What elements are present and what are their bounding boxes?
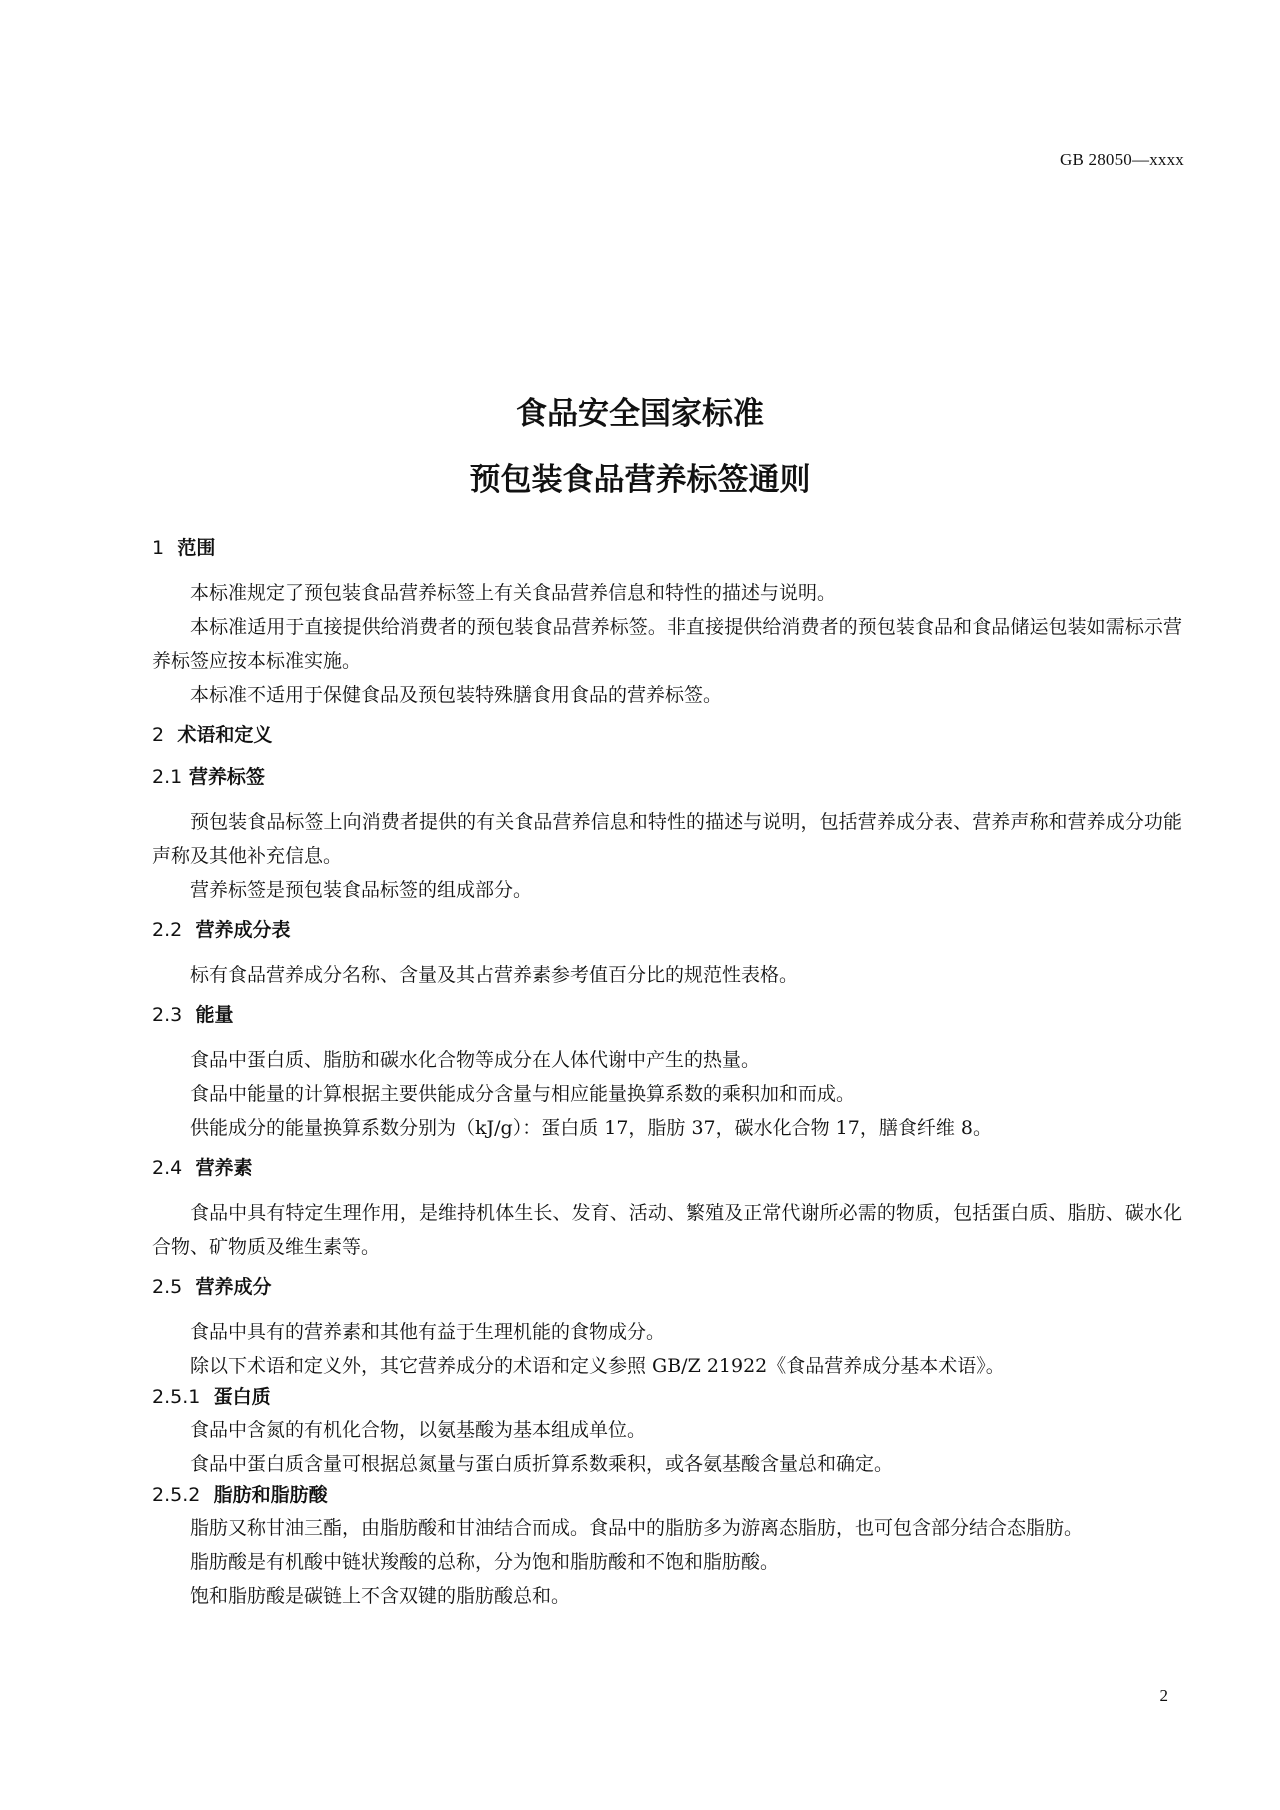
paragraph: 本标准不适用于保健食品及预包装特殊膳食用食品的营养标签。 bbox=[190, 684, 723, 706]
main-title: 食品安全国家标准 bbox=[516, 396, 764, 432]
section-title: 术语和定义 bbox=[177, 724, 273, 746]
section-title: 能量 bbox=[195, 1004, 234, 1026]
section-title: 范围 bbox=[177, 537, 216, 559]
section-scope bbox=[152, 534, 1182, 712]
document-titles bbox=[0, 395, 1280, 527]
section-heading bbox=[152, 1383, 1182, 1411]
section-heading bbox=[152, 763, 1182, 791]
section-heading bbox=[152, 1001, 1182, 1029]
section-title: 蛋白质 bbox=[213, 1386, 271, 1408]
section-heading bbox=[152, 534, 1182, 562]
paragraph: 脂肪又称甘油三酯，由脂肪酸和甘油结合而成。食品中的脂肪多为游离态脂肪，也可包含部分结合态脂肪。 bbox=[190, 1517, 1084, 1539]
paragraph: 预包装食品标签上向消费者提供的有关食品营养信息和特性的描述与说明，包括营养成分表、营养声称和营养成分功能声称及其他补充信息。 bbox=[152, 811, 1182, 867]
paragraph: 食品中具有的营养素和其他有益于生理机能的食物成分。 bbox=[190, 1321, 666, 1343]
paragraph: 本标准适用于直接提供给消费者的预包装食品营养标签。非直接提供给消费者的预包装食品和食品储运包装如需标示营养标签应按本标准实施。 bbox=[152, 616, 1182, 672]
section-nutrient bbox=[152, 1154, 1182, 1264]
section-heading bbox=[152, 721, 1182, 749]
section-number: 2.3 bbox=[152, 1004, 183, 1026]
section-number: 2.5.1 bbox=[152, 1386, 201, 1408]
section-terms bbox=[152, 721, 1182, 749]
section-title: 营养成分 bbox=[195, 1276, 272, 1298]
paragraph: 标有食品营养成分名称、含量及其占营养素参考值百分比的规范性表格。 bbox=[190, 964, 799, 986]
paragraph: 食品中蛋白质、脂肪和碳水化合物等成分在人体代谢中产生的热量。 bbox=[190, 1049, 761, 1071]
section-number: 1 bbox=[152, 537, 165, 559]
section-heading bbox=[152, 1273, 1182, 1301]
standard-code: GB 28050—xxxx bbox=[1060, 150, 1184, 169]
paragraph: 脂肪酸是有机酸中链状羧酸的总称，分为饱和脂肪酸和不饱和脂肪酸。 bbox=[190, 1551, 780, 1573]
section-heading bbox=[152, 916, 1182, 944]
section-heading bbox=[152, 1154, 1182, 1182]
section-number: 2 bbox=[152, 724, 165, 746]
section-title: 脂肪和脂肪酸 bbox=[213, 1484, 328, 1506]
paragraph: 营养标签是预包装食品标签的组成部分。 bbox=[190, 879, 533, 901]
paragraph: 供能成分的能量换算系数分别为（kJ/g）：蛋白质 17，脂肪 37，碳水化合物 17，膳食纤维 8。 bbox=[190, 1117, 992, 1139]
section-title: 营养素 bbox=[195, 1157, 253, 1179]
section-number: 2.1 bbox=[152, 766, 183, 788]
section-number: 2.5.2 bbox=[152, 1484, 201, 1506]
section-nutrition-component bbox=[152, 1273, 1182, 1383]
sub-title: 预包装食品营养标签通则 bbox=[469, 462, 811, 498]
page-number: 2 bbox=[1159, 1686, 1168, 1705]
section-number: 2.5 bbox=[152, 1276, 183, 1298]
section-energy bbox=[152, 1001, 1182, 1145]
paragraph: 食品中具有特定生理作用，是维持机体生长、发育、活动、繁殖及正常代谢所必需的物质，包括蛋白质、脂肪、碳水化合物、矿物质及维生素等。 bbox=[152, 1202, 1182, 1258]
document-body bbox=[152, 534, 1182, 1613]
paragraph: 除以下术语和定义外，其它营养成分的术语和定义参照 GB/Z 21922《食品营养成分基本术语》。 bbox=[190, 1355, 1005, 1377]
paragraph: 饱和脂肪酸是碳链上不含双键的脂肪酸总和。 bbox=[190, 1585, 571, 1607]
section-fat bbox=[152, 1481, 1182, 1613]
section-nutrition-label bbox=[152, 763, 1182, 907]
section-title: 营养标签 bbox=[188, 766, 265, 788]
paragraph: 本标准规定了预包装食品营养标签上有关食品营养信息和特性的描述与说明。 bbox=[190, 582, 837, 604]
section-nutrition-table bbox=[152, 916, 1182, 992]
paragraph: 食品中能量的计算根据主要供能成分含量与相应能量换算系数的乘积加和而成。 bbox=[190, 1083, 856, 1105]
paragraph: 食品中含氮的有机化合物，以氨基酸为基本组成单位。 bbox=[190, 1419, 647, 1441]
section-protein bbox=[152, 1383, 1182, 1481]
paragraph: 食品中蛋白质含量可根据总氮量与蛋白质折算系数乘积，或各氨基酸含量总和确定。 bbox=[190, 1453, 894, 1475]
section-number: 2.2 bbox=[152, 919, 183, 941]
section-title: 营养成分表 bbox=[195, 919, 291, 941]
section-heading bbox=[152, 1481, 1182, 1509]
section-number: 2.4 bbox=[152, 1157, 183, 1179]
